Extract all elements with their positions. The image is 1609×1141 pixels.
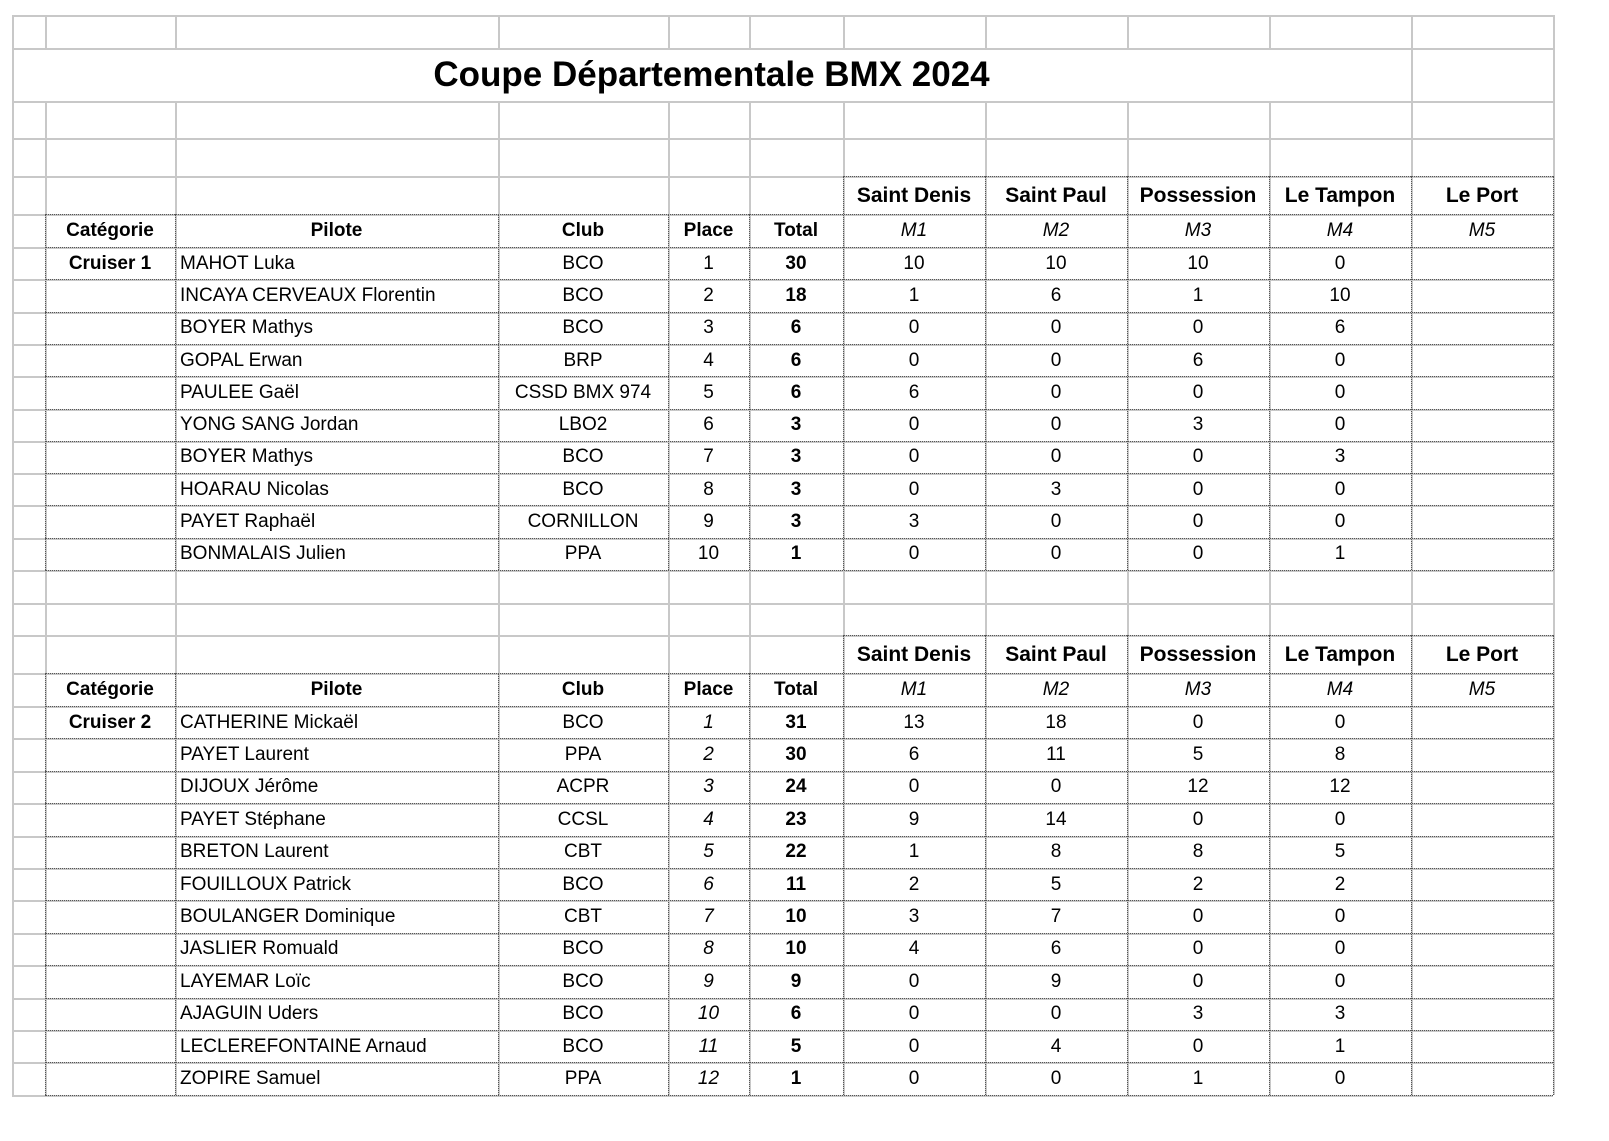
club-name: ACPR <box>556 776 610 798</box>
total-value: 6 <box>790 317 802 339</box>
round-score: 8 <box>1192 841 1204 863</box>
pilot-name: ZOPIRE Samuel <box>180 1068 321 1090</box>
location-header: Saint Denis <box>856 642 972 666</box>
round-score: 14 <box>1045 808 1067 830</box>
place-value: 11 <box>698 1035 719 1057</box>
round-score: 6 <box>1334 317 1346 339</box>
round-score <box>1411 868 1553 900</box>
location-header: Le Tampon <box>1284 183 1396 207</box>
pilot-name: MAHOT Luka <box>180 252 295 274</box>
round-score: 0 <box>1050 1068 1062 1090</box>
round-score: 10 <box>1045 252 1067 274</box>
table-border-h <box>45 505 1553 506</box>
table-border-h <box>45 868 1553 869</box>
round-score: 0 <box>1192 970 1204 992</box>
pilot-name: BOYER Mathys <box>180 446 314 468</box>
total-value: 11 <box>785 873 807 895</box>
table-border-h <box>45 900 1553 901</box>
column-header: M4 <box>1326 679 1354 700</box>
round-score: 3 <box>1192 1003 1204 1025</box>
round-score: 0 <box>1050 317 1062 339</box>
round-score <box>1411 376 1553 408</box>
column-header: Place <box>683 220 734 241</box>
table-border-v <box>668 673 669 1095</box>
column-header: M2 <box>1042 220 1070 241</box>
round-score: 0 <box>908 1068 920 1090</box>
table-border-v <box>1553 176 1554 570</box>
table-border-h <box>45 344 1553 345</box>
round-score: 0 <box>1334 906 1346 928</box>
club-name: PPA <box>564 1068 602 1090</box>
place-value: 8 <box>703 478 714 500</box>
table-border-h <box>45 214 1553 215</box>
column-header: Pilote <box>310 679 363 700</box>
total-value: 6 <box>790 1003 802 1025</box>
round-score: 0 <box>1192 543 1204 565</box>
round-score: 0 <box>1192 1035 1204 1057</box>
table-border-v <box>175 673 176 1095</box>
table-border-h <box>45 279 1553 280</box>
club-name: LBO2 <box>558 414 608 436</box>
place-value: 3 <box>703 776 714 798</box>
table-border-v <box>498 673 499 1095</box>
round-score <box>1411 803 1553 835</box>
round-score: 0 <box>1050 776 1062 798</box>
table-border-v <box>1127 176 1128 570</box>
page-title: Coupe Départementale BMX 2024 <box>433 55 990 94</box>
table-border-v <box>175 214 176 570</box>
round-score: 0 <box>1192 906 1204 928</box>
grid-line-v <box>749 15 751 48</box>
pilot-name: BRETON Laurent <box>180 841 329 863</box>
round-score: 12 <box>1329 776 1351 798</box>
total-value: 1 <box>790 1068 802 1090</box>
place-value: 8 <box>703 938 714 960</box>
round-score: 2 <box>908 873 920 895</box>
round-score: 0 <box>1050 543 1062 565</box>
grid-line-v <box>498 15 500 48</box>
total-value: 3 <box>790 446 802 468</box>
table-border-v <box>1553 635 1554 1095</box>
round-score: 0 <box>1334 478 1346 500</box>
round-score <box>1411 933 1553 965</box>
round-score: 0 <box>1192 808 1204 830</box>
table-border-v <box>1269 176 1270 570</box>
column-header: M3 <box>1184 220 1212 241</box>
total-value: 30 <box>785 744 807 766</box>
table-border-h <box>45 473 1553 474</box>
round-score <box>1411 900 1553 932</box>
table-border-h <box>45 1062 1553 1063</box>
place-value: 6 <box>703 873 714 895</box>
round-score: 10 <box>1187 252 1209 274</box>
pilot-name: PAYET Stéphane <box>180 808 326 830</box>
column-header: Pilote <box>310 220 363 241</box>
round-score: 9 <box>908 808 920 830</box>
round-score: 18 <box>1045 711 1067 733</box>
pilot-name: JASLIER Romuald <box>180 938 339 960</box>
total-value: 3 <box>790 478 802 500</box>
pilot-name: BOULANGER Dominique <box>180 906 396 928</box>
total-value: 9 <box>790 970 802 992</box>
round-score: 10 <box>1329 284 1351 306</box>
club-name: CBT <box>564 906 602 928</box>
table-border-h <box>45 933 1553 934</box>
round-score: 0 <box>1334 808 1346 830</box>
round-score: 1 <box>908 284 920 306</box>
round-score <box>1411 706 1553 738</box>
total-value: 30 <box>785 252 807 274</box>
total-value: 6 <box>790 349 802 371</box>
grid-line-h <box>12 101 1553 103</box>
location-header: Saint Paul <box>1005 642 1107 666</box>
round-score <box>1411 409 1553 441</box>
table-border-h <box>45 538 1553 539</box>
total-value: 23 <box>785 808 807 830</box>
round-score: 9 <box>1050 970 1062 992</box>
table-border-v <box>749 214 750 570</box>
round-score: 3 <box>1050 478 1062 500</box>
location-header: Possession <box>1139 183 1257 207</box>
round-score: 0 <box>1192 711 1204 733</box>
total-value: 22 <box>785 841 807 863</box>
round-score: 3 <box>1192 414 1204 436</box>
total-value: 5 <box>790 1035 802 1057</box>
location-header: Le Port <box>1445 183 1519 207</box>
pilot-name: PAYET Laurent <box>180 744 309 766</box>
round-score: 1 <box>908 841 920 863</box>
round-score <box>1411 998 1553 1030</box>
total-value: 1 <box>790 543 802 565</box>
round-score: 0 <box>908 317 920 339</box>
round-score: 0 <box>1050 381 1062 403</box>
round-score: 0 <box>1192 478 1204 500</box>
round-score <box>1411 441 1553 473</box>
round-score: 3 <box>908 906 920 928</box>
round-score: 6 <box>1050 938 1062 960</box>
place-value: 9 <box>703 970 714 992</box>
total-value: 18 <box>785 284 807 306</box>
table-border-h <box>45 441 1553 442</box>
round-score: 0 <box>1050 414 1062 436</box>
grid-line-v <box>668 15 670 48</box>
round-score: 1 <box>1192 1068 1204 1090</box>
round-score: 5 <box>1050 873 1062 895</box>
table-border-h <box>45 1095 1553 1096</box>
round-score: 0 <box>1334 711 1346 733</box>
table-border-h <box>45 706 1553 707</box>
column-header: M4 <box>1326 220 1354 241</box>
club-name: CCSL <box>557 808 609 830</box>
round-score: 0 <box>908 349 920 371</box>
round-score: 0 <box>908 478 920 500</box>
column-header: Club <box>561 220 605 241</box>
table-border-h <box>45 836 1553 837</box>
round-score: 0 <box>908 414 920 436</box>
location-header: Saint Denis <box>856 183 972 207</box>
column-header: M3 <box>1184 679 1212 700</box>
table-border-v <box>1411 635 1412 1095</box>
column-header: Total <box>774 679 818 700</box>
round-score: 5 <box>1334 841 1346 863</box>
round-score: 11 <box>1046 744 1066 766</box>
round-score: 0 <box>908 776 920 798</box>
grid-line-h <box>12 15 1553 17</box>
round-score: 6 <box>908 381 920 403</box>
round-score <box>1411 473 1553 505</box>
round-score: 1 <box>1334 1035 1346 1057</box>
grid-line-h <box>12 138 1553 140</box>
table-border-h <box>45 1030 1553 1031</box>
table-border-v <box>668 214 669 570</box>
table-border-v <box>749 673 750 1095</box>
round-score: 0 <box>1334 938 1346 960</box>
column-header: M1 <box>900 679 928 700</box>
column-header: M2 <box>1042 679 1070 700</box>
column-header: Total <box>774 220 818 241</box>
round-score: 0 <box>1192 938 1204 960</box>
round-score: 0 <box>1334 511 1346 533</box>
pilot-name: DIJOUX Jérôme <box>180 776 319 798</box>
grid-line-v <box>1127 15 1129 48</box>
total-value: 3 <box>790 511 802 533</box>
round-score: 10 <box>903 252 925 274</box>
round-score: 1 <box>1192 284 1204 306</box>
round-score: 8 <box>1334 744 1346 766</box>
column-header: Catégorie <box>66 679 154 700</box>
grid-line-h <box>12 603 1553 605</box>
pilot-name: PAULEE Gaël <box>180 381 299 403</box>
place-value: 10 <box>697 1003 720 1025</box>
club-name: BCO <box>562 252 604 274</box>
place-value: 5 <box>703 841 714 863</box>
total-value: 10 <box>785 938 807 960</box>
club-name: BCO <box>562 446 604 468</box>
round-score: 8 <box>1050 841 1062 863</box>
pilot-name: YONG SANG Jordan <box>180 414 359 436</box>
table-border-h <box>45 409 1553 410</box>
category-label: Cruiser 2 <box>68 711 152 733</box>
table-border-h <box>843 635 1553 636</box>
pilot-name: GOPAL Erwan <box>180 349 303 371</box>
round-score: 0 <box>1334 349 1346 371</box>
table-border-v <box>1411 176 1412 570</box>
round-score: 4 <box>1050 1035 1062 1057</box>
round-score: 0 <box>1050 446 1062 468</box>
location-header: Le Tampon <box>1284 642 1396 666</box>
column-header: Club <box>561 679 605 700</box>
column-header: M5 <box>1468 220 1496 241</box>
round-score: 2 <box>1192 873 1204 895</box>
place-value: 1 <box>703 252 714 274</box>
table-border-h <box>45 376 1553 377</box>
place-value: 7 <box>703 906 714 928</box>
pilot-name: LECLEREFONTAINE Arnaud <box>180 1035 427 1057</box>
round-score: 5 <box>1192 744 1204 766</box>
round-score <box>1411 279 1553 311</box>
location-header: Possession <box>1139 642 1257 666</box>
round-score <box>1411 505 1553 537</box>
round-score: 0 <box>1334 252 1346 274</box>
pilot-name: HOARAU Nicolas <box>180 478 329 500</box>
club-name: PPA <box>564 744 602 766</box>
table-border-h <box>45 965 1553 966</box>
round-score: 0 <box>1334 381 1346 403</box>
round-score: 7 <box>1050 906 1062 928</box>
table-border-v <box>843 635 844 1095</box>
round-score: 0 <box>908 543 920 565</box>
round-score <box>1411 771 1553 803</box>
place-value: 2 <box>703 744 714 766</box>
round-score <box>1411 344 1553 376</box>
pilot-name: AJAGUIN Uders <box>180 1003 319 1025</box>
round-score: 3 <box>1334 1003 1346 1025</box>
table-border-v <box>985 176 986 570</box>
table-border-h <box>45 803 1553 804</box>
round-score <box>1411 965 1553 997</box>
round-score: 13 <box>903 711 925 733</box>
table-border-h <box>45 673 1553 674</box>
total-value: 10 <box>785 906 807 928</box>
round-score: 0 <box>1192 511 1204 533</box>
column-header: Place <box>683 679 734 700</box>
round-score: 6 <box>1050 284 1062 306</box>
round-score: 0 <box>1192 317 1204 339</box>
grid-line-v <box>843 15 845 48</box>
location-header: Le Port <box>1445 642 1519 666</box>
club-name: BCO <box>562 1035 604 1057</box>
table-border-h <box>45 570 1553 571</box>
place-value: 7 <box>703 446 714 468</box>
round-score: 0 <box>1334 1068 1346 1090</box>
round-score <box>1411 1030 1553 1062</box>
pilot-name: INCAYA CERVEAUX Florentin <box>180 284 436 306</box>
grid-line-v <box>175 15 177 48</box>
grid-line-v <box>985 15 987 48</box>
pilot-name: BONMALAIS Julien <box>180 543 346 565</box>
round-score: 0 <box>1334 414 1346 436</box>
total-value: 31 <box>785 711 807 733</box>
club-name: CSSD BMX 974 <box>514 381 652 403</box>
place-value: 12 <box>697 1068 720 1090</box>
table-border-v <box>985 635 986 1095</box>
grid-line-v <box>12 15 14 1095</box>
pilot-name: BOYER Mathys <box>180 317 314 339</box>
club-name: CBT <box>564 841 602 863</box>
table-border-h <box>45 998 1553 999</box>
place-value: 6 <box>703 414 714 436</box>
place-value: 2 <box>703 284 714 306</box>
club-name: BCO <box>562 711 604 733</box>
pilot-name: FOUILLOUX Patrick <box>180 873 352 895</box>
location-header: Saint Paul <box>1005 183 1107 207</box>
club-name: BCO <box>562 284 604 306</box>
table-border-v <box>1127 635 1128 1095</box>
round-score: 0 <box>908 446 920 468</box>
club-name: BCO <box>562 970 604 992</box>
table-border-v <box>45 214 46 570</box>
table-border-v <box>843 176 844 570</box>
round-score: 1 <box>1334 543 1346 565</box>
club-name: BCO <box>562 478 604 500</box>
club-name: BRP <box>563 349 603 371</box>
round-score: 6 <box>1192 349 1204 371</box>
grid-line-v <box>1269 15 1271 48</box>
club-name: CORNILLON <box>527 511 639 533</box>
round-score <box>1411 312 1553 344</box>
round-score <box>1411 247 1553 279</box>
place-value: 10 <box>697 543 720 565</box>
place-value: 9 <box>703 511 714 533</box>
total-value: 24 <box>785 776 807 798</box>
table-border-v <box>1269 635 1270 1095</box>
round-score: 4 <box>908 938 920 960</box>
club-name: BCO <box>562 938 604 960</box>
grid-line-v <box>45 15 47 48</box>
table-border-h <box>45 247 1553 248</box>
round-score: 0 <box>908 970 920 992</box>
column-header: M1 <box>900 220 928 241</box>
round-score: 0 <box>1192 381 1204 403</box>
round-score: 0 <box>1334 970 1346 992</box>
place-value: 4 <box>703 349 714 371</box>
place-value: 1 <box>703 711 714 733</box>
round-score: 0 <box>1192 446 1204 468</box>
round-score <box>1411 836 1553 868</box>
place-value: 4 <box>703 808 714 830</box>
pilot-name: CATHERINE Mickaël <box>180 711 359 733</box>
round-score: 0 <box>1050 349 1062 371</box>
club-name: PPA <box>564 543 602 565</box>
table-border-h <box>45 771 1553 772</box>
round-score: 0 <box>908 1003 920 1025</box>
pilot-name: PAYET Raphaël <box>180 511 316 533</box>
club-name: BCO <box>562 873 604 895</box>
club-name: BCO <box>562 1003 604 1025</box>
round-score: 0 <box>1050 511 1062 533</box>
total-value: 6 <box>790 381 802 403</box>
round-score: 12 <box>1187 776 1209 798</box>
round-score <box>1411 1062 1553 1094</box>
round-score <box>1411 738 1553 770</box>
column-header: Catégorie <box>66 220 154 241</box>
pilot-name: LAYEMAR Loïc <box>180 970 311 992</box>
round-score: 0 <box>1050 1003 1062 1025</box>
total-value: 3 <box>790 414 802 436</box>
place-value: 3 <box>703 317 714 339</box>
place-value: 5 <box>703 381 714 403</box>
table-border-h <box>45 738 1553 739</box>
column-header: M5 <box>1468 679 1496 700</box>
round-score: 6 <box>908 744 920 766</box>
category-label: Cruiser 1 <box>68 252 152 274</box>
round-score: 2 <box>1334 873 1346 895</box>
round-score: 3 <box>1334 446 1346 468</box>
club-name: BCO <box>562 317 604 339</box>
table-border-h <box>45 312 1553 313</box>
round-score <box>1411 538 1553 570</box>
table-border-v <box>45 673 46 1095</box>
table-border-h <box>843 176 1553 177</box>
table-border-v <box>498 214 499 570</box>
round-score: 0 <box>908 1035 920 1057</box>
round-score: 3 <box>908 511 920 533</box>
